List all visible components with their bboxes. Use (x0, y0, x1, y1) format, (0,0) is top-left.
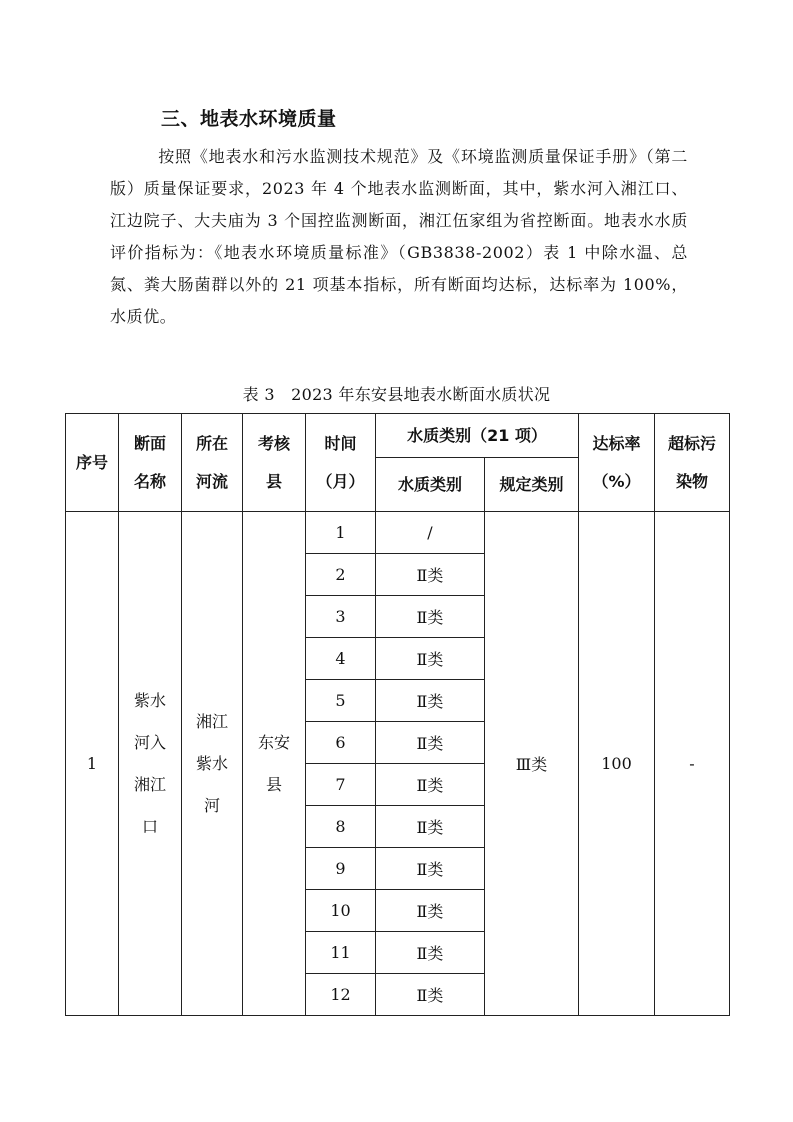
cell-month: 4 (306, 638, 376, 680)
header-quality-group: 水质类别（21 项） (376, 414, 579, 458)
header-seq: 序号 (66, 414, 119, 512)
cell-quality-class: Ⅱ类 (376, 806, 485, 848)
cell-quality-class: Ⅱ类 (376, 680, 485, 722)
cell-section-name-text (119, 680, 181, 848)
header-section-name-line1: 断面 (133, 433, 166, 453)
cell-month: 10 (306, 890, 376, 932)
cell-quality-class: Ⅱ类 (376, 638, 485, 680)
cell-month: 1 (306, 512, 376, 554)
cell-section-name (119, 512, 182, 1016)
cell-county (243, 512, 306, 1016)
paragraph-text: 按照《地表水和污水监测技术规范》及《环境监测质量保证手册》（第二版）质量保证要求，2023 年 4 个地表水监测断面，其中，紫水河入湘江口、江边院子、大夫庙为 3 个国控监测断面，湘江伍家组为省控断面。地表水水质评价指标为：《地表水环境质量标准》（GB3838-2002）表 1 中除水温、总氮、粪大肠菌群以外的 21 项基本指标，所有断面均达标，达标率为 100%，水质优。 (110, 147, 688, 326)
cell-rate: 100 (579, 512, 655, 1016)
cell-month: 5 (306, 680, 376, 722)
header-rate-line2: （%） (592, 471, 641, 491)
cell-month: 12 (306, 974, 376, 1016)
cell-section-name-line: 河入 (133, 732, 166, 752)
cell-county-line: 县 (265, 774, 282, 794)
cell-month: 7 (306, 764, 376, 806)
header-quality-actual: 水质类别 (376, 458, 485, 512)
table-body (66, 512, 730, 1016)
cell-quality-class: Ⅱ类 (376, 554, 485, 596)
cell-county-line: 东安 (257, 732, 290, 752)
header-row-top (66, 414, 730, 458)
cell-month: 8 (306, 806, 376, 848)
header-quality-required: 规定类别 (485, 458, 579, 512)
header-river-line2: 河流 (195, 471, 228, 491)
cell-month: 11 (306, 932, 376, 974)
header-section-name-line2: 名称 (133, 471, 166, 491)
cell-river-text (182, 701, 242, 827)
body-paragraph (110, 141, 688, 333)
cell-quality-class: Ⅱ类 (376, 932, 485, 974)
table-row (66, 512, 730, 554)
table-caption: 表 3 2023 年东安县地表水断面水质状况 (242, 385, 551, 404)
cell-river-line: 河 (203, 795, 220, 815)
cell-section-name-line: 紫水 (133, 690, 166, 710)
cell-quality-class: Ⅱ类 (376, 890, 485, 932)
header-time-line1: 时间 (324, 433, 357, 453)
cell-month: 2 (306, 554, 376, 596)
cell-month: 9 (306, 848, 376, 890)
header-pollutant-line1: 超标污 (667, 433, 716, 453)
cell-month: 6 (306, 722, 376, 764)
header-river (182, 414, 243, 512)
water-quality-table (65, 413, 730, 1016)
header-pollutant (655, 414, 730, 512)
cell-quality-class: Ⅱ类 (376, 974, 485, 1016)
header-river-line1: 所在 (195, 433, 228, 453)
cell-pollutant: - (655, 512, 730, 1016)
cell-section-name-line: 湘江 (133, 774, 166, 794)
header-county (243, 414, 306, 512)
cell-quality-class: / (376, 512, 485, 554)
cell-river (182, 512, 243, 1016)
cell-river-line: 湘江 (195, 711, 228, 731)
header-pollutant-line2: 染物 (675, 471, 708, 491)
cell-quality-class: Ⅱ类 (376, 596, 485, 638)
header-county-line2: 县 (265, 471, 282, 491)
cell-river-line: 紫水 (195, 753, 228, 773)
header-rate (579, 414, 655, 512)
header-rate-line1: 达标率 (592, 433, 641, 453)
header-section-name (119, 414, 182, 512)
cell-section-name-line: 口 (141, 816, 158, 836)
cell-seq: 1 (66, 512, 119, 1016)
cell-quality-class: Ⅱ类 (376, 764, 485, 806)
cell-month: 3 (306, 596, 376, 638)
section-heading: 三、地表水环境质量 (161, 108, 337, 130)
cell-quality-class: Ⅱ类 (376, 722, 485, 764)
header-time (306, 414, 376, 512)
header-time-line2: （月） (316, 471, 365, 491)
cell-required-class: Ⅲ类 (485, 512, 579, 1016)
cell-county-text (243, 722, 305, 806)
cell-quality-class: Ⅱ类 (376, 848, 485, 890)
header-county-line1: 考核 (257, 433, 290, 453)
